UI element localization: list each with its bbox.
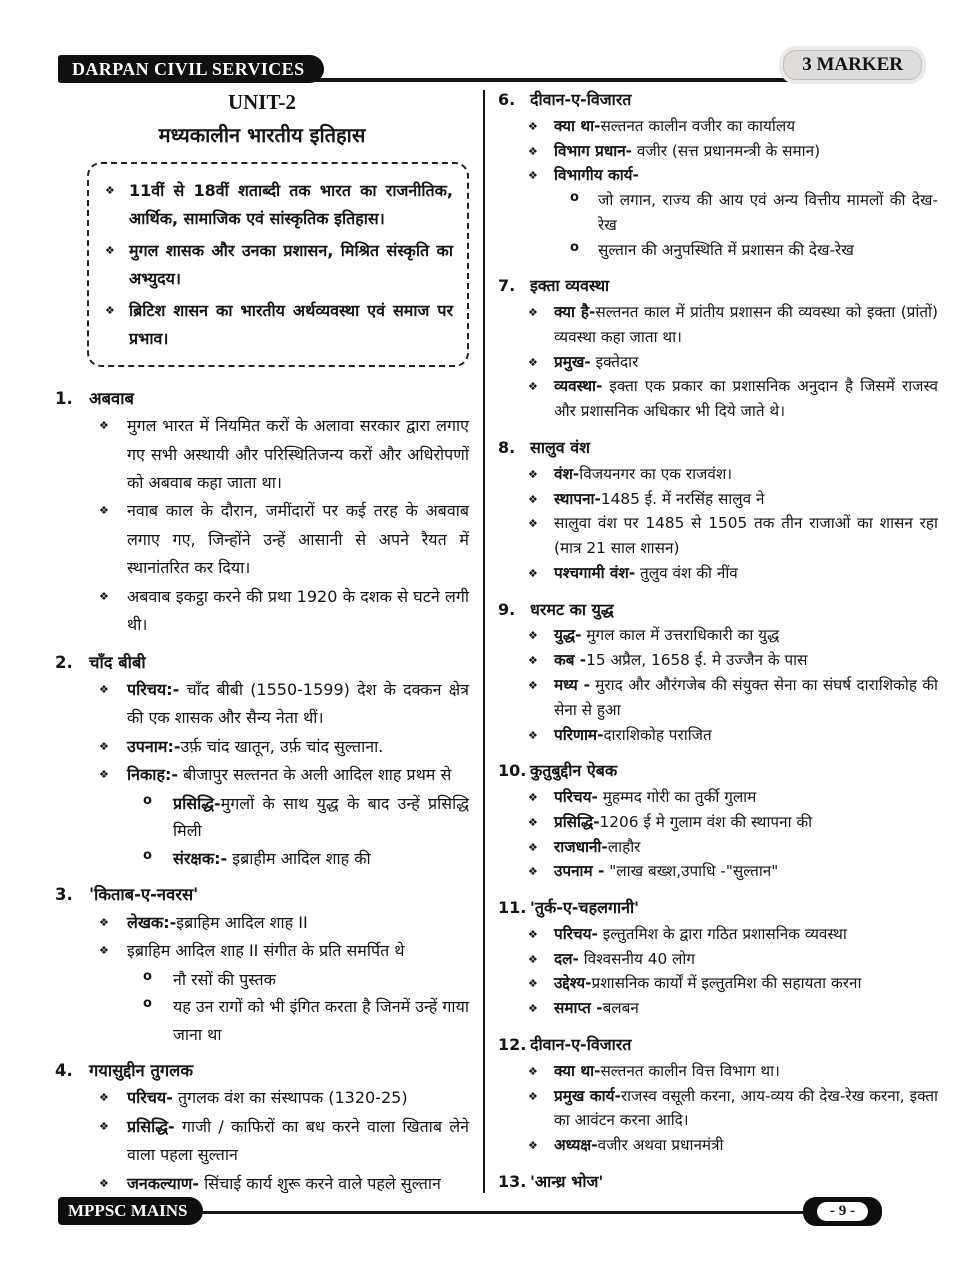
section-heading <box>498 896 938 921</box>
list-item-label: परिचय- <box>127 1088 173 1108</box>
list-item <box>498 350 938 375</box>
diamond-bullet-icon: ❖ <box>105 243 115 257</box>
list-item-text: दल- विश्वसनीय 40 लोग <box>554 949 695 968</box>
list-item-text: उद्देश्य-प्रशासनिक कार्यों में इल्तुतमिश की सहायता करना <box>554 974 862 993</box>
list-item <box>498 1133 938 1158</box>
section-number: 8. <box>498 438 516 458</box>
list-item <box>55 909 469 937</box>
list-item <box>55 583 469 640</box>
list-item <box>498 511 938 561</box>
list-item <box>498 1084 938 1134</box>
list-item-label: उपनाम - <box>554 862 605 881</box>
list-item-text: स्थापना-1485 ई. में नरसिंह सालुव ने <box>554 489 765 508</box>
section-title: दीवान-ए-विजारत <box>530 1034 632 1054</box>
diamond-bullet-icon: ❖ <box>99 419 109 433</box>
section-heading <box>498 436 938 461</box>
section <box>498 274 938 424</box>
list-item-text: परिचय:- चाँद बीबी (1550-1599) देश के दक्कन क्षेत्र की एक शासक और सैन्य नेता थीं। <box>127 680 469 728</box>
list-item-label: लेखक:- <box>127 912 177 932</box>
list-item <box>498 139 938 164</box>
intro-item-text: मुगल शासक और उनका प्रशासन, मिश्रित संस्कृति का अभ्युदय। <box>129 240 453 289</box>
list-item-text <box>554 163 639 188</box>
diamond-bullet-icon: ❖ <box>528 1139 538 1153</box>
diamond-bullet-icon: ❖ <box>528 1064 538 1078</box>
list-item <box>498 1059 938 1084</box>
list-item <box>55 966 469 994</box>
page-content <box>55 88 938 1193</box>
list-item-label: परिणाम- <box>554 725 604 744</box>
list-item-label: प्रसिद्धि- <box>554 812 600 831</box>
page-number: - 9 - <box>817 1202 868 1221</box>
section-heading <box>498 598 938 623</box>
section-title: सालुव वंश <box>530 438 591 458</box>
section <box>55 881 469 1048</box>
section-number: 7. <box>498 276 516 296</box>
list-item <box>498 922 938 947</box>
section-number: 2. <box>55 652 73 672</box>
section <box>498 1170 938 1193</box>
list-item-label: प्रमुख कार्य- <box>554 1086 621 1105</box>
list-item-label: समाप्त - <box>554 999 603 1018</box>
diamond-bullet-icon: ❖ <box>99 915 109 929</box>
list-item-label: युद्ध- <box>554 626 582 645</box>
list-item-text: वंश-विजयनगर का एक राजवंश। <box>554 464 733 483</box>
list-item <box>498 971 938 996</box>
diamond-bullet-icon: ❖ <box>528 791 538 805</box>
list-item <box>498 648 938 673</box>
list-item <box>498 785 938 810</box>
list-item <box>498 623 938 648</box>
page-header <box>58 55 940 89</box>
list-item <box>55 412 469 497</box>
section-title: दीवान-ए-विजारत <box>530 90 632 109</box>
intro-item <box>97 297 453 354</box>
list-item-text: परिचय- मुहम्मद गोरी का तुर्की गुलाम <box>554 788 757 807</box>
list-item-text: पश्चगामी वंश- तुलुव वंश की नींव <box>554 563 738 582</box>
list-item <box>55 733 469 761</box>
list-item-text: प्रमुख कार्य-राजस्व वसूली करना, आय-व्यय की देख-रेख करना, इक्ता का आवंटन करना आदि। <box>554 1086 938 1130</box>
list-item <box>498 163 938 188</box>
list-item-label: व्यवस्था- <box>554 377 603 396</box>
list-item-label: विभाग प्रधान- <box>554 141 633 160</box>
section-number: 4. <box>55 1061 73 1081</box>
list-item-text: यह उन रागों को भी इंगित करता है जिनमें उन्हें गाया जाना था <box>173 997 469 1044</box>
section-title: धरमट का युद्ध <box>530 599 614 619</box>
list-item-text: क्या था-सल्तनत कालीन वित्त विभाग था। <box>554 1061 780 1080</box>
diamond-bullet-icon: ❖ <box>528 517 538 531</box>
marker-badge <box>783 50 922 80</box>
section-number: 10. <box>498 761 527 781</box>
list-item <box>55 993 469 1048</box>
list-item <box>498 835 938 860</box>
diamond-bullet-icon: ❖ <box>528 952 538 966</box>
list-item-label: परिचय- <box>554 924 598 943</box>
intro-item <box>97 237 453 294</box>
list-item-text: उपनाम:-उर्फ़ चांद खातून, उर्फ़ चांद सुल्ताना. <box>127 736 384 756</box>
diamond-bullet-icon: ❖ <box>528 119 538 133</box>
section-heading <box>498 274 938 299</box>
diamond-bullet-icon: ❖ <box>99 504 109 518</box>
section <box>498 88 938 262</box>
diamond-bullet-icon: ❖ <box>528 865 538 879</box>
list-item-label: क्या है- <box>554 303 596 322</box>
list-item <box>498 673 938 723</box>
intro-box <box>87 162 469 367</box>
section <box>498 598 938 748</box>
diamond-bullet-icon: ❖ <box>528 728 538 742</box>
list-item-label: पश्चगामी वंश- <box>554 563 636 582</box>
list-item <box>55 845 469 873</box>
section-heading <box>498 1170 938 1193</box>
list-item-text: प्रसिद्धि-1206 ई मे गुलाम वंश की स्थापना की <box>554 812 813 831</box>
list-item <box>55 497 469 582</box>
section <box>498 1033 938 1158</box>
section-heading <box>498 759 938 784</box>
list-item-label: राजधानी- <box>554 837 608 856</box>
list-item <box>55 761 469 789</box>
diamond-bullet-icon: ❖ <box>99 1119 109 1133</box>
diamond-bullet-icon: ❖ <box>528 815 538 829</box>
circle-bullet-icon: o <box>143 996 152 1012</box>
left-column <box>55 88 483 1193</box>
list-item-label: विभागीय कार्य- <box>554 166 639 185</box>
list-item-text: परिणाम-दाराशिकोह पराजित <box>554 725 712 744</box>
list-item-text: कब -15 अप्रैल, 1658 ई. मे उज्जैन के पास <box>554 651 808 670</box>
section-number: 12. <box>498 1034 527 1054</box>
section-number: 6. <box>498 90 516 109</box>
list-item-text: व्यवस्था- इक्ता एक प्रकार का प्रशासनिक अनुदान है जिसमें राजस्व और प्रशासनिक अधिकार भी दिये जाते थे। <box>554 377 938 421</box>
list-item <box>498 561 938 586</box>
list-item-text: उपनाम - "लाख बख्श,उपाधि -"सुल्तान" <box>554 862 779 881</box>
diamond-bullet-icon: ❖ <box>528 1002 538 1016</box>
list-item <box>498 374 938 424</box>
page-number-badge <box>803 1197 882 1226</box>
section <box>55 649 469 873</box>
diamond-bullet-icon: ❖ <box>528 355 538 369</box>
list-item-label: प्रमुख- <box>554 352 591 371</box>
list-item <box>55 937 469 965</box>
list-item-label: स्थापना- <box>554 489 601 508</box>
list-item <box>498 300 938 350</box>
section-number: 11. <box>498 898 527 918</box>
list-item-text: नौ रसों की पुस्तक <box>173 969 276 989</box>
diamond-bullet-icon: ❖ <box>528 977 538 991</box>
list-item <box>55 1170 469 1193</box>
diamond-bullet-icon: ❖ <box>528 840 538 854</box>
diamond-bullet-icon: ❖ <box>528 169 538 183</box>
list-item <box>498 188 938 238</box>
diamond-bullet-icon: ❖ <box>528 566 538 580</box>
section-heading <box>55 1057 469 1084</box>
list-item <box>55 1113 469 1170</box>
list-item-text: समाप्त -बलबन <box>554 999 639 1018</box>
section-number: 13. <box>498 1171 527 1191</box>
list-item-label: उपनाम:- <box>127 736 181 756</box>
diamond-bullet-icon: ❖ <box>99 683 109 696</box>
diamond-bullet-icon: ❖ <box>528 629 538 643</box>
footer-brand-text: MPPSC MAINS <box>68 1201 188 1220</box>
list-item-text: राजधानी-लाहौर <box>554 837 641 856</box>
list-item-label: संरक्षक:- <box>173 848 228 868</box>
list-item-label: क्या था- <box>554 116 601 135</box>
section-number: 3. <box>55 885 73 905</box>
list-item <box>498 859 938 884</box>
list-item-text: प्रसिद्धि-मुगलों के साथ युद्ध के बाद उन्हें प्रसिद्धि मिली <box>173 793 469 841</box>
list-item-text: मुगल भारत में नियमित करों के अलावा सरकार द्वारा लगाए गए सभी अस्थायी और परिस्थितिजन्य करों और अधिरोपणों को अबवाब कहा जाता था। <box>127 416 469 492</box>
list-item-text: युद्ध- मुगल काल में उत्तराधिकारी का युद्ध <box>554 626 780 645</box>
section-title: 'तुर्क-ए-चहलगानी' <box>530 898 640 918</box>
list-item <box>498 810 938 835</box>
diamond-bullet-icon: ❖ <box>105 184 115 197</box>
diamond-bullet-icon: ❖ <box>528 380 538 394</box>
list-item-text: लेखक:-इब्राहिम आदिल शाह II <box>127 912 308 932</box>
circle-bullet-icon: o <box>143 968 152 984</box>
page-footer <box>58 1197 910 1229</box>
diamond-bullet-icon: ❖ <box>528 306 538 320</box>
brand-logo <box>58 55 324 83</box>
unit-title: UNIT-2 <box>227 90 297 114</box>
circle-bullet-icon: o <box>143 792 152 808</box>
list-item <box>55 790 469 845</box>
list-item-text: सालुवा वंश पर 1485 से 1505 तक तीन राजाओं का शासन रहा (मात्र 21 साल शासन) <box>554 514 938 558</box>
section-heading <box>55 385 469 412</box>
list-item-text: निकाह:- बीजापुर सल्तनत के अली आदिल शाह प्रथम से <box>127 765 452 785</box>
right-column <box>485 88 938 1193</box>
list-item-label: उद्देश्य- <box>554 974 592 993</box>
diamond-bullet-icon: ❖ <box>99 589 109 603</box>
list-item-label: प्रसिद्धि- <box>127 1116 175 1136</box>
list-item-label: अध्यक्ष- <box>554 1136 598 1155</box>
circle-bullet-icon: o <box>570 190 579 206</box>
section-title: अबवाब <box>89 388 134 408</box>
list-item-text: अबवाब इकट्ठा करने की प्रथा 1920 के दशक से घटने लगी थी। <box>127 586 469 635</box>
section <box>498 759 938 884</box>
list-item-text: संरक्षक:- इब्राहीम आदिल शाह की <box>173 848 371 868</box>
diamond-bullet-icon: ❖ <box>528 927 538 941</box>
list-item <box>55 1084 469 1112</box>
list-item <box>498 487 938 512</box>
section <box>498 436 938 586</box>
list-item-label: जनकल्याण- <box>127 1173 199 1193</box>
diamond-bullet-icon: ❖ <box>528 144 538 158</box>
list-item-label: दल- <box>554 949 579 968</box>
list-item-text: क्या है-सल्तनत काल में प्रांतीय प्रशासन की व्यवस्था को इक्ता (प्रांतों) व्यवस्था कहा जाता था। <box>554 303 938 346</box>
section-title: इक्ता व्यवस्था <box>530 276 610 296</box>
diamond-bullet-icon: ❖ <box>528 654 538 668</box>
list-item <box>55 676 469 733</box>
list-item-text: प्रमुख- इक्तेदार <box>554 352 639 371</box>
section-heading <box>498 88 938 113</box>
intro-item-text: 11वीं से 18वीं शताब्दी तक भारत का राजनीतिक, आर्थिक, सामाजिक एवं सांस्कृतिक इतिहास। <box>129 181 453 229</box>
list-item-text: जो लगान, राज्य की आय एवं अन्य वित्तीय मामलों की देख-रेख <box>598 191 938 234</box>
marker-badge-text: 3 MARKER <box>802 54 903 75</box>
list-item <box>498 238 938 263</box>
list-item-text: प्रसिद्धि- गाजी / काफिरों का बध करने वाला खिताब लेने वाला पहला सुल्तान <box>127 1116 469 1165</box>
list-item <box>498 996 938 1021</box>
circle-bullet-icon: o <box>570 239 579 255</box>
section-number: 1. <box>55 388 73 408</box>
section <box>55 385 469 640</box>
diamond-bullet-icon: ❖ <box>99 768 109 782</box>
intro-item <box>97 177 453 234</box>
diamond-bullet-icon: ❖ <box>528 678 538 692</box>
section-heading <box>498 1033 938 1058</box>
list-item-text: जनकल्याण- सिंचाई कार्य शुरू करने वाले पहले सुल्तान <box>127 1173 441 1193</box>
list-item-label: वंश- <box>554 464 580 483</box>
section <box>498 896 938 1021</box>
list-item-text: सुल्तान की अनुपस्थिति में प्रशासन की देख-रेख <box>598 240 854 259</box>
list-item-text: मध्य - मुराद और औरंगजेब की संयुक्त सेना का संघर्ष दाराशिकोह की सेना से हुआ <box>554 675 938 719</box>
subject-title: मध्यकालीन भारतीय इतिहास <box>158 123 366 147</box>
list-item <box>498 723 938 748</box>
list-item-text: विभाग प्रधान- वजीर (सत्त प्रधानमन्त्री के समान) <box>554 141 821 160</box>
list-item-label: कब - <box>554 651 587 670</box>
list-item-label: निकाह:- <box>127 765 178 785</box>
circle-bullet-icon: o <box>143 847 152 863</box>
section-heading <box>55 881 469 908</box>
section-title: 'किताब-ए-नवरस' <box>89 885 199 905</box>
section-title: गयासुद्दीन तुगलक <box>89 1061 194 1081</box>
section <box>55 1057 469 1193</box>
list-item-label: मध्य - <box>554 675 590 694</box>
section-title: 'आन्ध्र भोज' <box>530 1171 604 1191</box>
diamond-bullet-icon: ❖ <box>528 1089 538 1103</box>
intro-item-text: ब्रिटिश शासन का भारतीय अर्थव्यवस्था एवं समाज पर प्रभाव। <box>129 300 453 349</box>
list-item-text: अध्यक्ष-वजीर अथवा प्रधानमंत्री <box>554 1136 724 1155</box>
diamond-bullet-icon: ❖ <box>528 467 538 481</box>
left-sections <box>55 385 469 1193</box>
list-item-label: क्या था- <box>554 1061 601 1080</box>
list-item-label: प्रसिद्धि- <box>173 793 221 813</box>
diamond-bullet-icon: ❖ <box>99 739 109 753</box>
section-number: 9. <box>498 599 516 619</box>
list-item-label: परिचय- <box>554 788 598 807</box>
list-item-text: परिचय- इल्तुतमिश के द्वारा गठित प्रशासनिक व्यवस्था <box>554 924 847 943</box>
list-item-text: इब्राहिम आदिल शाह II संगीत के प्रति समर्पित थे <box>127 941 405 961</box>
list-item-text: परिचय- तुगलक वंश का संस्थापक (1320-25) <box>127 1088 408 1108</box>
diamond-bullet-icon: ❖ <box>528 492 538 506</box>
diamond-bullet-icon: ❖ <box>99 1176 109 1190</box>
diamond-bullet-icon: ❖ <box>99 944 109 958</box>
diamond-bullet-icon: ❖ <box>99 1091 109 1105</box>
list-item <box>498 462 938 487</box>
list-item-text: क्या था-सल्तनत कालीन वजीर का कार्यालय <box>554 116 796 135</box>
section-title: कुतुबुद्दीन ऐबक <box>530 761 618 781</box>
list-item <box>498 947 938 972</box>
section-heading <box>55 649 469 676</box>
list-item <box>498 114 938 139</box>
list-item-text: नवाब काल के दौरान, जमींदारों पर कई तरह के अबवाब लगाए गए, जिन्होंने उन्हें आसानी से अपने रैयत में स्थानांतरित कर दिया। <box>127 501 469 578</box>
list-item-label: परिचय:- <box>127 680 180 699</box>
footer-brand <box>58 1197 203 1225</box>
brand-text: DARPAN CIVIL SERVICES <box>72 58 305 79</box>
diamond-bullet-icon: ❖ <box>105 303 115 317</box>
section-title: चाँद बीबी <box>89 652 146 672</box>
